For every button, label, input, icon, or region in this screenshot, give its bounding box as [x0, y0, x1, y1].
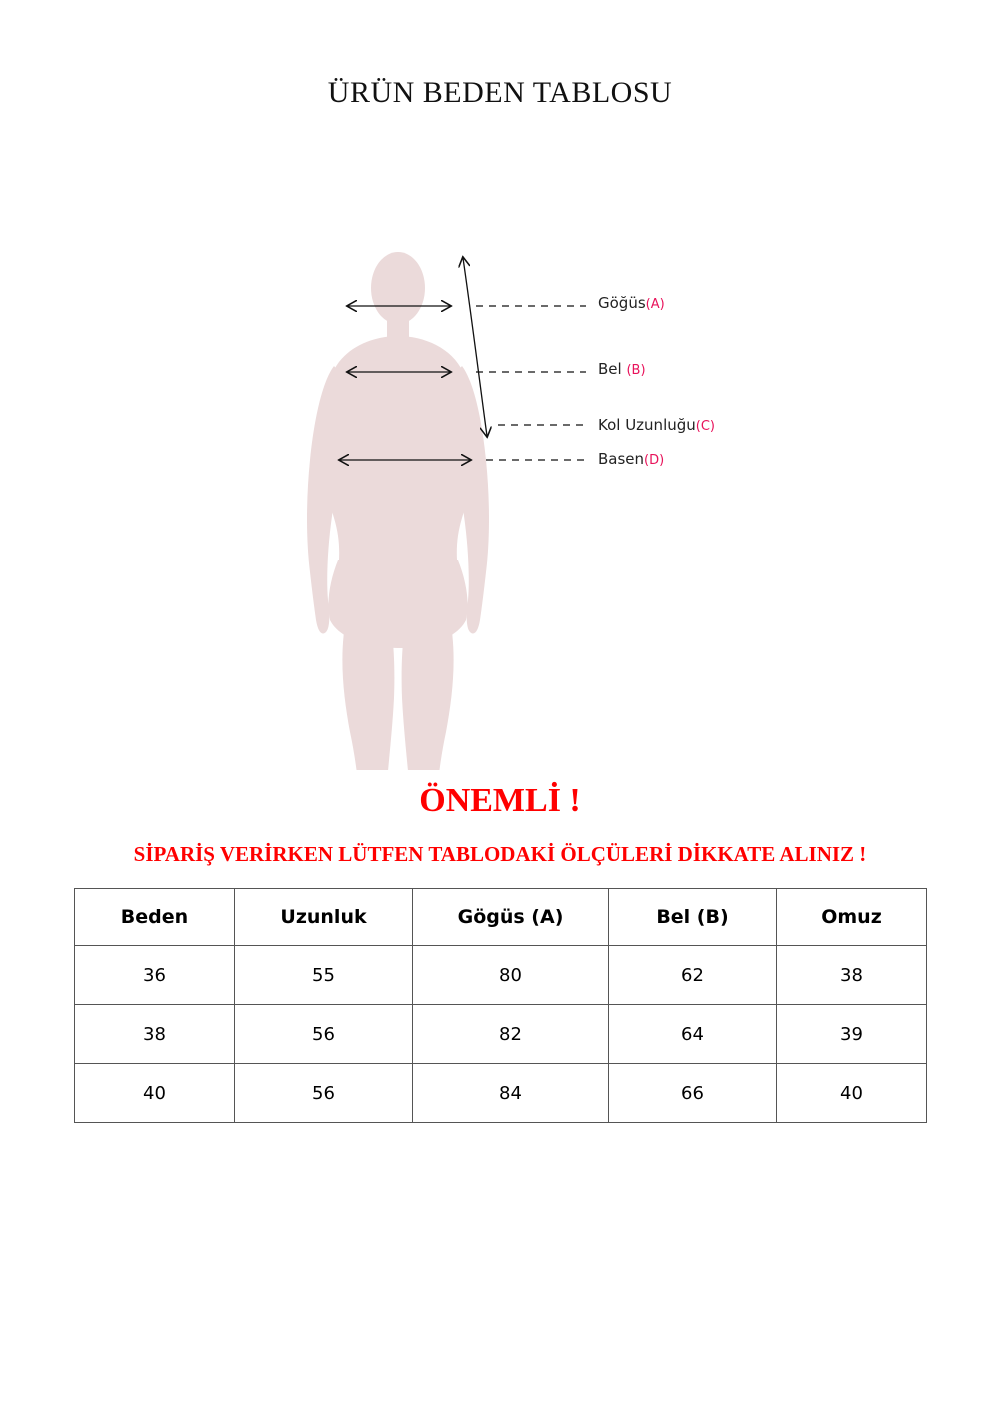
label-waist-code: (B) — [626, 363, 646, 378]
label-chest-text: Göğüs — [598, 294, 646, 312]
cell-beden: 36 — [75, 946, 235, 1005]
label-hip-code: (D) — [644, 453, 665, 468]
column-header-omuz: Omuz — [777, 889, 927, 946]
column-header-beden: Beden — [75, 889, 235, 946]
column-header-gogus: Gögüs (A) — [413, 889, 609, 946]
column-header-uzunluk: Uzunluk — [235, 889, 413, 946]
cell-bel: 64 — [609, 1005, 777, 1064]
cell-bel: 66 — [609, 1064, 777, 1123]
cell-uzunluk: 56 — [235, 1064, 413, 1123]
table-header-row — [75, 889, 927, 946]
cell-uzunluk: 56 — [235, 1005, 413, 1064]
label-chest-code: (A) — [645, 297, 665, 312]
cell-omuz: 40 — [777, 1064, 927, 1123]
cell-gogus: 84 — [413, 1064, 609, 1123]
cell-gogus: 80 — [413, 946, 609, 1005]
table-row — [75, 1064, 927, 1123]
cell-gogus: 82 — [413, 1005, 609, 1064]
label-sleeve-length-code: (C) — [695, 419, 716, 434]
label-waist-text: Bel — [598, 360, 627, 378]
female-body-silhouette-icon — [307, 252, 489, 770]
column-header-bel: Bel (B) — [609, 889, 777, 946]
label-hip-text: Basen — [598, 450, 645, 468]
important-headline: ÖNEMLİ ! — [419, 782, 581, 819]
cell-omuz: 39 — [777, 1005, 927, 1064]
cell-beden: 40 — [75, 1064, 235, 1123]
table-row — [75, 946, 927, 1005]
cell-uzunluk: 55 — [235, 946, 413, 1005]
cell-omuz: 38 — [777, 946, 927, 1005]
size-chart-table — [74, 888, 927, 1123]
measurement-figure — [0, 120, 1000, 770]
important-subline: SİPARİŞ VERİRKEN LÜTFEN TABLODAKİ ÖLÇÜLERİ DİKKATE ALINIZ ! — [133, 842, 867, 866]
page-title: ÜRÜN BEDEN TABLOSU — [327, 76, 673, 109]
sleeve-length-measure-arrow — [463, 258, 586, 436]
label-chest — [598, 294, 665, 312]
cell-bel: 62 — [609, 946, 777, 1005]
label-waist — [598, 360, 646, 378]
label-sleeve-length-text: Kol Uzunluğu — [598, 416, 696, 434]
label-sleeve-length — [598, 416, 715, 434]
cell-beden: 38 — [75, 1005, 235, 1064]
table-row — [75, 1005, 927, 1064]
body-silhouette-diagram — [0, 120, 1000, 770]
label-hip — [598, 450, 664, 468]
